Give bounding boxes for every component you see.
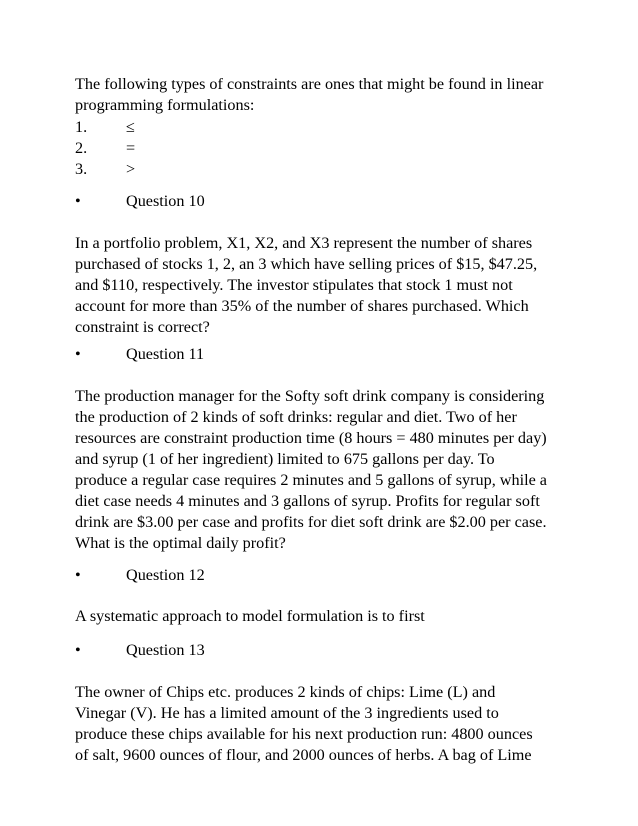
question-text-line: account for more than 35% of the number of shares purchased. Which bbox=[75, 297, 529, 315]
bullet: • bbox=[75, 566, 81, 584]
question-text-line: diet case needs 4 minutes and 3 gallons of syrup. Profits for regular soft bbox=[75, 492, 540, 510]
question-text-line: produce these chips available for his next production run: 4800 ounces bbox=[75, 725, 533, 743]
intro-line: programming formulations: bbox=[75, 96, 255, 114]
question-label: Question 12 bbox=[126, 566, 205, 584]
question-label: Question 10 bbox=[126, 192, 205, 210]
question-text-line: A systematic approach to model formulation is to first bbox=[75, 607, 425, 625]
intro-line: The following types of constraints are ones that might be found in linear bbox=[75, 75, 544, 93]
list-symbol: = bbox=[126, 139, 136, 157]
question-label: Question 13 bbox=[126, 641, 205, 659]
question-text-line: In a portfolio problem, X1, X2, and X3 represent the number of shares bbox=[75, 234, 533, 252]
bullet: • bbox=[75, 192, 81, 210]
bullet: • bbox=[75, 641, 81, 659]
list-symbol: ≤ bbox=[126, 118, 135, 136]
list-number: 2. bbox=[75, 139, 88, 157]
list-number: 3. bbox=[75, 160, 88, 178]
question-text-line: The owner of Chips etc. produces 2 kinds of chips: Lime (L) and bbox=[75, 683, 496, 701]
list-symbol: > bbox=[126, 160, 136, 178]
question-text-line: and syrup (1 of her ingredient) limited to 675 gallons per day. To bbox=[75, 450, 495, 468]
question-text-line: of salt, 9600 ounces of flour, and 2000 ounces of herbs. A bag of Lime bbox=[75, 746, 532, 764]
question-text-line: What is the optimal daily profit? bbox=[75, 534, 286, 552]
question-text-line: produce a regular case requires 2 minutes and 5 gallons of syrup, while a bbox=[75, 471, 547, 489]
question-text-line: drink are $3.00 per case and profits for diet soft drink are $2.00 per case. bbox=[75, 513, 547, 531]
question-label: Question 11 bbox=[126, 345, 205, 363]
question-text-line: and $110, respectively. The investor stipulates that stock 1 must not bbox=[75, 276, 513, 294]
question-text-line: the production of 2 kinds of soft drinks: regular and diet. Two of her bbox=[75, 408, 517, 426]
question-text-line: Vinegar (V). He has a limited amount of the 3 ingredients used to bbox=[75, 704, 499, 722]
question-text-line: The production manager for the Softy soft drink company is considering bbox=[75, 387, 545, 405]
bullet: • bbox=[75, 345, 81, 363]
question-text-line: resources are constraint production time (8 hours = 480 minutes per day) bbox=[75, 429, 547, 447]
question-text-line: constraint is correct? bbox=[75, 318, 210, 336]
question-text-line: purchased of stocks 1, 2, an 3 which have selling prices of $15, $47.25, bbox=[75, 255, 538, 273]
list-number: 1. bbox=[75, 118, 88, 136]
